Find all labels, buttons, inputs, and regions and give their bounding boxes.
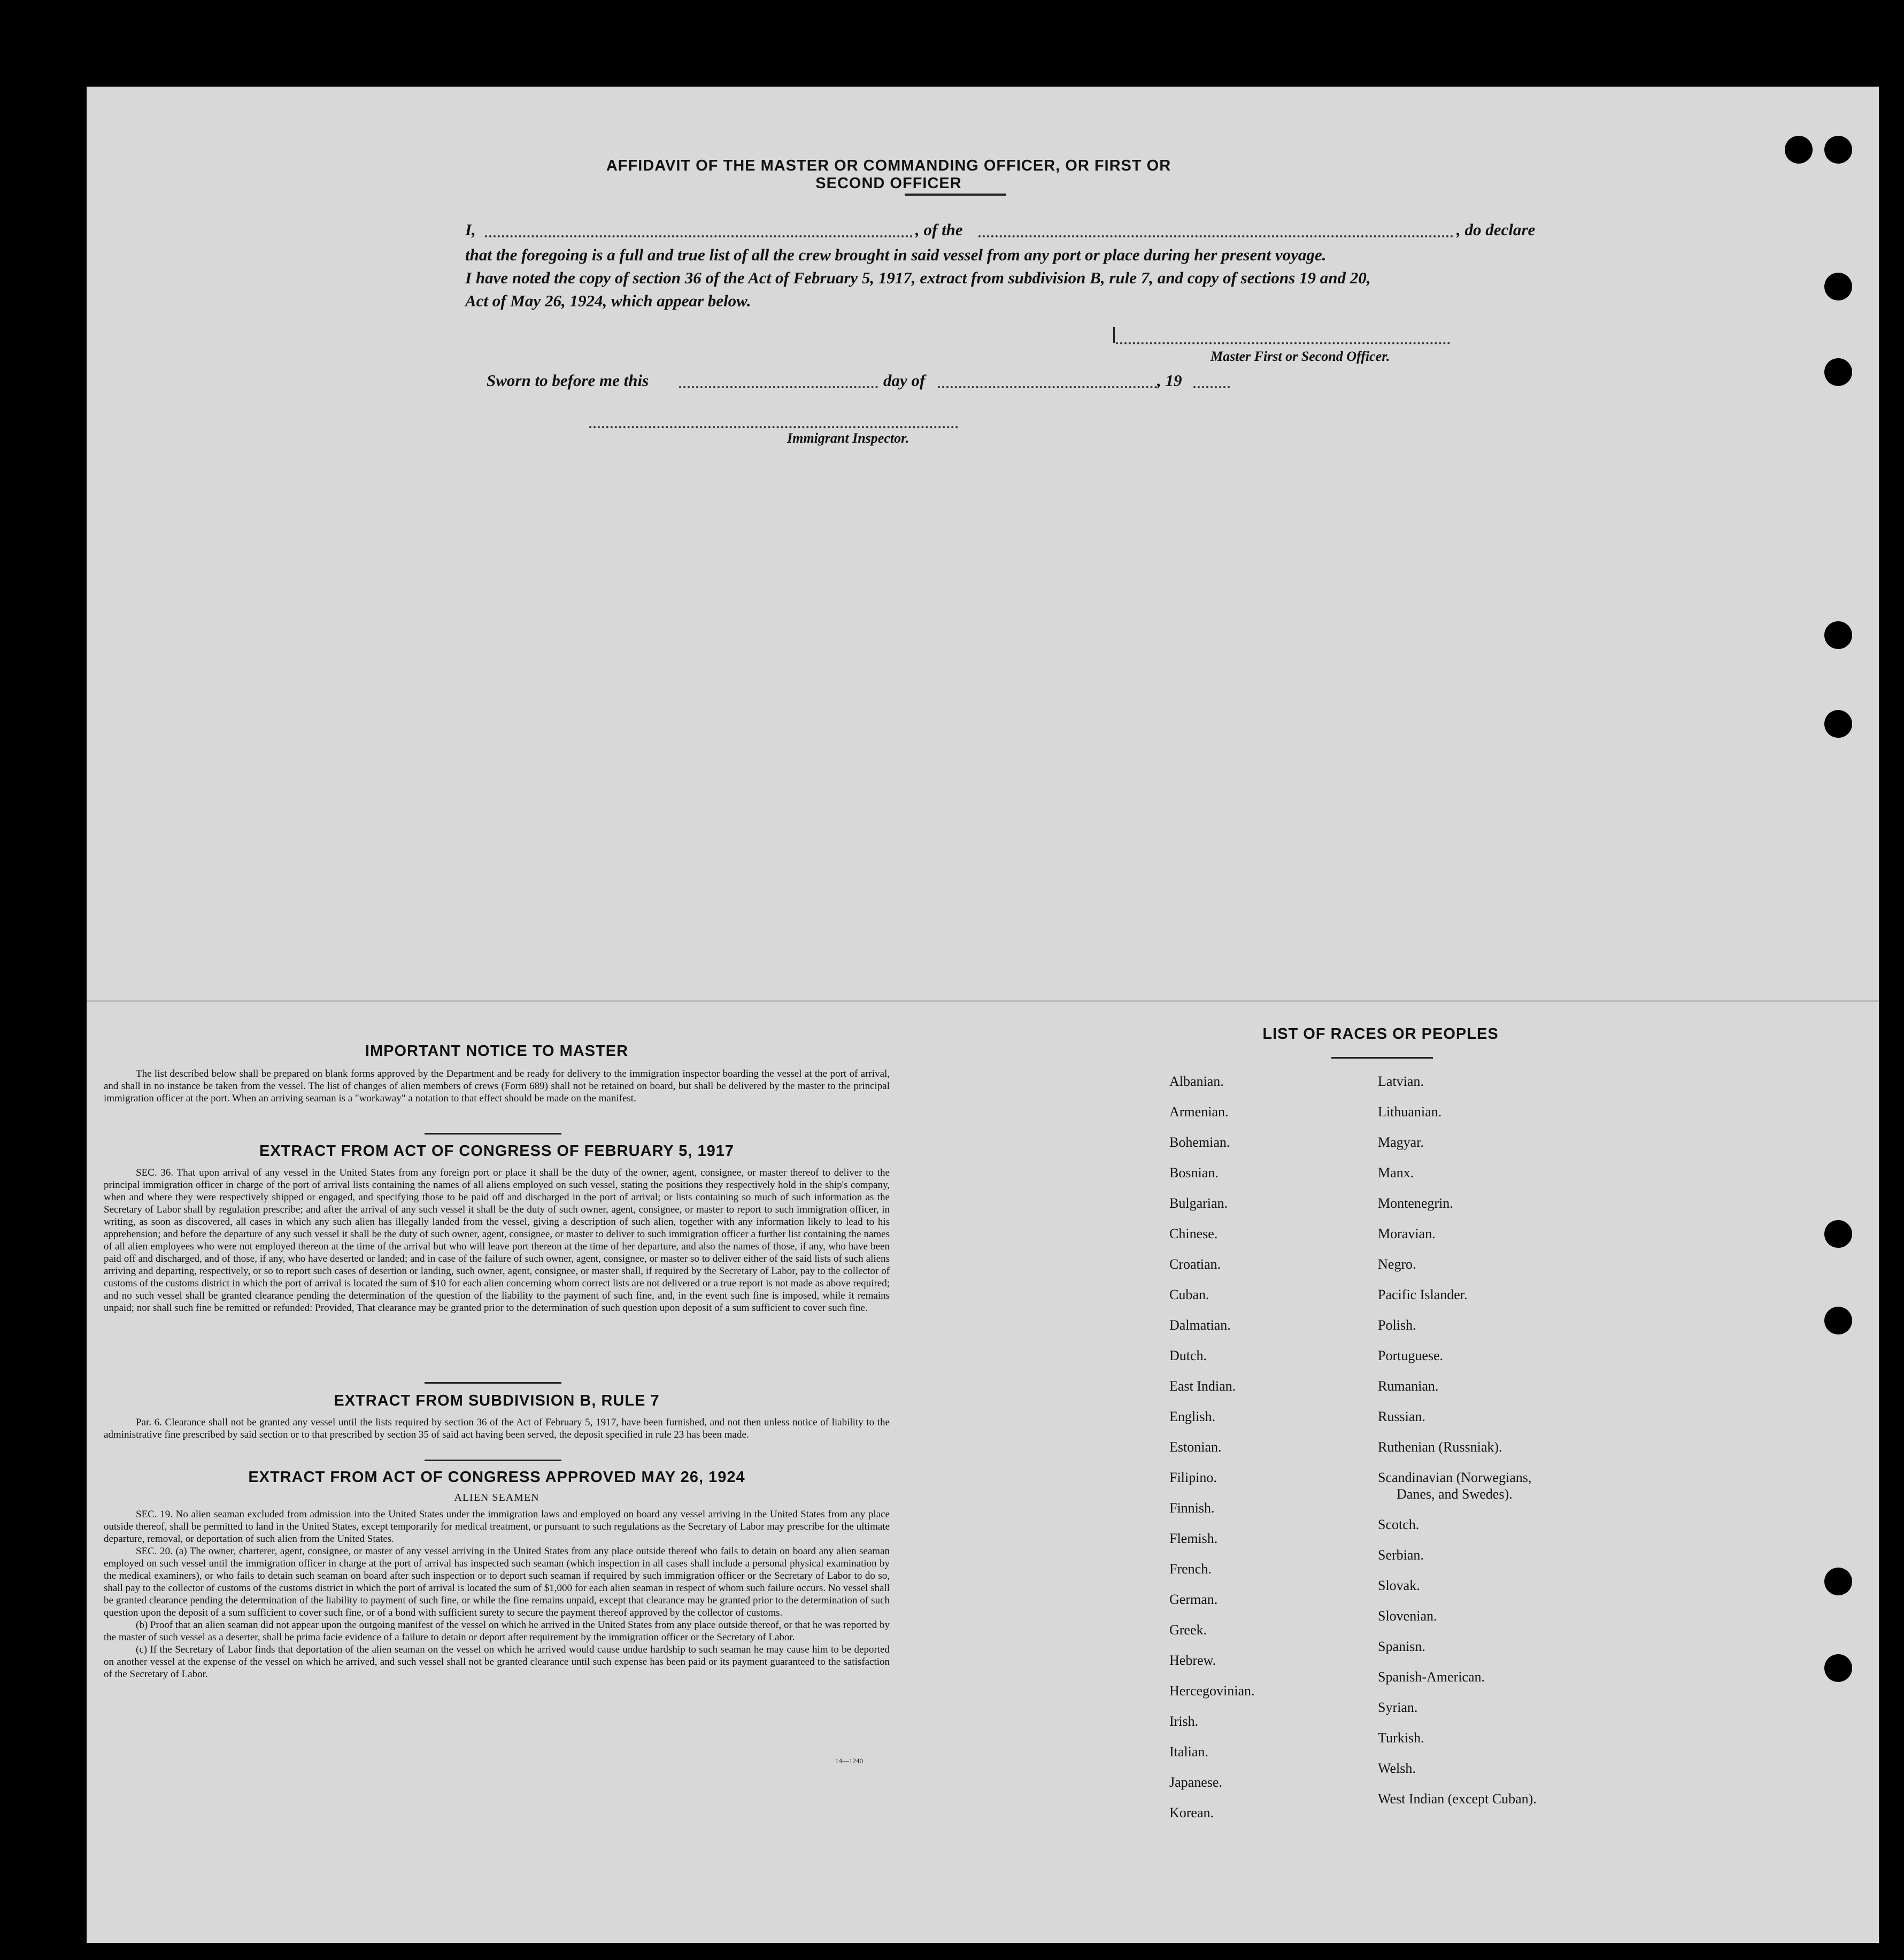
sworn-day-field[interactable]: [679, 386, 878, 388]
race-item: Greek.: [1169, 1622, 1207, 1638]
punch-hole: [1824, 1220, 1852, 1248]
race-item: Dalmatian.: [1169, 1317, 1231, 1333]
section-20a-text: SEC. 20. (a) The owner, charterer, agent, consignee, or master of any vessel arriving in the United States from any place outside thereof who fails to detain on board any alien seaman employed on such vessel until the immigration officer in charge at the port of arrival has inspected such seaman (which inspection in all cases shall include a personal physical examination by the medical examiners), or who fails to detain such seaman on board after such inspection or to deport such seaman if required by such immigration officer or the Secretary of Labor to do so, shall pay to the collector of customs of the customs district in which the port of arrival is located the sum of $1,000 for each alien seaman in respect of whom such failure occurs. No vessel shall be granted clearance pending the determination of the liability to payment of such fine, or while the fine remains unpaid, except that clearance may be granted prior to the determination of such question upon the deposit of a sum sufficient to cover such fine, or of a bond with sufficient surety to secure the payment thereof approved by the collector of customs.: [104, 1546, 890, 1618]
vessel-field[interactable]: [978, 235, 1453, 237]
inspector-caption: Immigrant Inspector.: [787, 430, 909, 446]
race-item: Scotch.: [1378, 1517, 1420, 1532]
race-item: Cuban.: [1169, 1287, 1209, 1302]
race-item: Russian.: [1378, 1409, 1425, 1424]
race-item: Negro.: [1378, 1256, 1416, 1272]
affidavit-title: AFFIDAVIT OF THE MASTER OR COMMANDING OFFICER, OR FIRST OR SECOND OFFICER: [606, 157, 1171, 192]
extract-1924-title: EXTRACT FROM ACT OF CONGRESS APPROVED MAY 26, 1924: [248, 1469, 745, 1486]
race-item: Portuguese.: [1378, 1348, 1444, 1363]
race-item: Spanisn.: [1378, 1639, 1425, 1654]
extract-1917-divider: [425, 1382, 561, 1384]
race-item: German.: [1169, 1592, 1218, 1607]
race-item: Finnish.: [1169, 1500, 1215, 1516]
race-item: Irish.: [1169, 1714, 1199, 1729]
race-item: Ruthenian (Russniak).: [1378, 1439, 1502, 1455]
subdivision-text: Par. 6. Clearance shall not be granted any vessel until the lists required by section 36 of the Act of February 5, 1917, have been furnished, and not then unless notice of liability to the administrative fine prescribed by said section or to that prescribed by section 35 of said act having been served, the deposit specified in rule 23 has been made.: [104, 1417, 890, 1440]
race-item: Bulgarian.: [1169, 1195, 1228, 1211]
punch-hole: [1824, 710, 1852, 738]
race-item: Lithuanian.: [1378, 1104, 1442, 1120]
declare-of-the: , of the: [915, 220, 963, 239]
race-item: Filipino.: [1169, 1470, 1217, 1485]
master-signature-line[interactable]: [1116, 342, 1450, 344]
race-item: French.: [1169, 1561, 1212, 1577]
extract-1917-title: EXTRACT FROM ACT OF CONGRESS OF FEBRUARY 5, 1917: [259, 1143, 735, 1160]
document-sheet: [87, 87, 1879, 1943]
punch-hole: [1824, 621, 1852, 649]
race-item: Dutch.: [1169, 1348, 1207, 1363]
race-item: Serbian.: [1378, 1547, 1424, 1563]
notice-divider: [425, 1133, 561, 1135]
sworn-year-prefix: , 19: [1157, 371, 1182, 390]
races-title: LIST OF RACES OR PEOPLES: [1262, 1025, 1499, 1043]
race-item: Hebrew.: [1169, 1653, 1216, 1668]
race-item: Polish.: [1378, 1317, 1416, 1333]
name-field[interactable]: [485, 235, 913, 237]
sworn-month-field[interactable]: [938, 386, 1157, 388]
master-caption: Master First or Second Officer.: [1211, 349, 1390, 364]
race-item: Spanish-American.: [1378, 1669, 1485, 1685]
race-item: Welsh.: [1378, 1761, 1416, 1776]
race-item: Bohemian.: [1169, 1135, 1230, 1150]
race-item: Danes, and Swedes).: [1397, 1486, 1513, 1502]
race-item: Slovak.: [1378, 1578, 1420, 1593]
race-item: Scandinavian (Norwegians,: [1378, 1470, 1532, 1485]
race-item: Magyar.: [1378, 1135, 1424, 1150]
punch-hole: [1824, 1654, 1852, 1682]
subdivision-divider: [425, 1460, 561, 1461]
declaration-line-3: I have noted the copy of section 36 of the Act of February 5, 1917, extract from subdivision B, rule 7, and copy of sections 19 and 20,: [465, 268, 1371, 287]
section-20b-text: (b) Proof that an alien seaman did not appear upon the outgoing manifest of the vessel on which he arrived in the United States from any place outside thereof, or that he was reported by the master of such vessel as a deserter, shall be prima facie evidence of a failure to detain or deport after requirement by the immigration officer or the Secretary of Labor.: [104, 1619, 890, 1643]
race-item: Bosnian.: [1169, 1165, 1219, 1180]
race-item: Moravian.: [1378, 1226, 1436, 1241]
declaration-line-2: that the foregoing is a full and true list of all the crew brought in said vessel from any port or place during her present voyage.: [465, 245, 1327, 264]
subdivision-title: EXTRACT FROM SUBDIVISION B, RULE 7: [334, 1392, 660, 1409]
race-item: Italian.: [1169, 1744, 1208, 1760]
sworn-label: Sworn to before me this: [487, 371, 649, 390]
races-left-column: [1169, 1074, 1255, 1835]
race-item: Turkish.: [1378, 1730, 1424, 1746]
races-divider: [1331, 1057, 1433, 1059]
punch-hole: [1824, 136, 1852, 164]
notice-title: IMPORTANT NOTICE TO MASTER: [365, 1043, 629, 1060]
races-right-column: [1378, 1074, 1537, 1822]
race-item: Croatian.: [1169, 1256, 1221, 1272]
race-item: English.: [1169, 1409, 1215, 1424]
race-item: Flemish.: [1169, 1531, 1218, 1546]
race-item: Syrian.: [1378, 1700, 1418, 1715]
race-item: Manx.: [1378, 1165, 1414, 1180]
declare-i: I,: [465, 220, 476, 239]
title-divider: [905, 194, 1006, 196]
alien-seamen-subtitle: ALIEN SEAMEN: [454, 1492, 539, 1503]
declare-do-declare: , do declare: [1456, 220, 1536, 239]
race-item: Korean.: [1169, 1805, 1214, 1820]
race-item: Estonian.: [1169, 1439, 1222, 1455]
race-item: Latvian.: [1378, 1074, 1424, 1089]
section-20c-text: (c) If the Secretary of Labor finds that deportation of the alien seaman on the vessel on which he arrived would cause undue hardship to such seaman he may cause him to be deported on another vessel at the expense of the vessel on which he arrived, and such vessel shall not be granted clearance until such expense has been paid or its payment guaranteed to the satisfaction of the Secretary of Labor.: [104, 1644, 890, 1680]
fold-line: [87, 1000, 1879, 1002]
declaration-line-4: Act of May 26, 1924, which appear below.: [465, 291, 751, 310]
punch-hole: [1785, 136, 1813, 164]
race-item: Albanian.: [1169, 1074, 1224, 1089]
form-number: 14—1240: [835, 1757, 863, 1765]
race-item: East Indian.: [1169, 1378, 1236, 1394]
race-item: Japanese.: [1169, 1774, 1222, 1790]
race-item: Rumanian.: [1378, 1378, 1439, 1394]
sworn-year-field[interactable]: [1193, 386, 1230, 388]
race-item: Slovenian.: [1378, 1608, 1437, 1624]
inspector-signature-line[interactable]: [589, 426, 958, 428]
punch-hole: [1824, 358, 1852, 386]
race-item: Chinese.: [1169, 1226, 1218, 1241]
section-19-text: SEC. 19. No alien seaman excluded from admission into the United States under the immigration laws and employed on board any vessel arriving in the United States from any place outside thereof, shall be permitted to land in the United States, except temporarily for medical treatment, or pursuant to such regulations as the Secretary of Labor may prescribe for the ultimate departure, removal, or deportation of such alien from the United States.: [104, 1509, 890, 1545]
race-item: Hercegovinian.: [1169, 1683, 1255, 1699]
race-item: Montenegrin.: [1378, 1195, 1453, 1211]
punch-hole: [1824, 1307, 1852, 1334]
sworn-day-of: day of: [883, 371, 926, 390]
notice-text: The list described below shall be prepared on blank forms approved by the Department and be ready for delivery to the immigration inspector boarding the vessel at the port of arrival, and shall in no instance be taken from the vessel. The list of changes of alien members of crews (Form 689) shall not be retained on board, but shall be delivered by the master to the principal immigration officer at the port. When an arriving seaman is a "workaway" a notation to that effect should be made on the manifest.: [104, 1068, 890, 1104]
race-item: West Indian (except Cuban).: [1378, 1791, 1537, 1807]
extract-1917-text: SEC. 36. That upon arrival of any vessel in the United States from any foreign port or place it shall be the duty of the owner, agent, consignee, or master thereof to deliver to the principal immigration officer in charge of the port of arrival lists containing the names of all aliens employed on such vessel, stating the positions they respectively hold in the ship's company, when and where they were respectively shipped or engaged, and specifying those to be paid off and discharged in the port of arrival; or lists containing so much of such information as the Secretary of Labor shall by regulation prescribe; and after the arrival of any such vessel it shall be the duty of such owner, agent, consignee, or master to report to such immigration officer, in writing, as soon as discovered, all cases in which any such alien has illegally landed from the vessel, giving a description of such alien, together with any information likely to lead to his apprehension; and before the departure of any such vessel it shall be the duty of such owner, agent, consignee, or master to deliver to such immigration officer a further list containing the names of all alien employees who were not employed thereon at the time of the arrival but who will leave port thereon at the time of her departure, and also the names of those, if any, who have been paid off and discharged, and of those, if any, who have deserted or landed; and in case of the failure of such owner, agent, consignee, or master so to deliver either of the said lists of such aliens arriving and departing, respectively, or so to report such cases of desertion or landing, such owner, agent, consignee, or master shall, if required by the Secretary of Labor, pay to the collector of customs of the customs district in which the port of arrival is located the sum of $10 for each alien concerning whom correct lists are not delivered or a true report is not made as above required; and no such vessel shall be granted clearance pending the determination of the question of the liability to the payment of such fine, and, in the event such fine is imposed, while it remains unpaid; nor shall such fine be remitted or refunded: Provided, That clearance may be granted prior to the determination of such question upon deposit of a sum sufficient to cover such fine.: [104, 1167, 890, 1314]
race-item: Armenian.: [1169, 1104, 1229, 1120]
race-item: Pacific Islander.: [1378, 1287, 1468, 1302]
punch-hole: [1824, 1568, 1852, 1595]
signature-tick: [1113, 327, 1115, 343]
punch-hole: [1824, 273, 1852, 300]
